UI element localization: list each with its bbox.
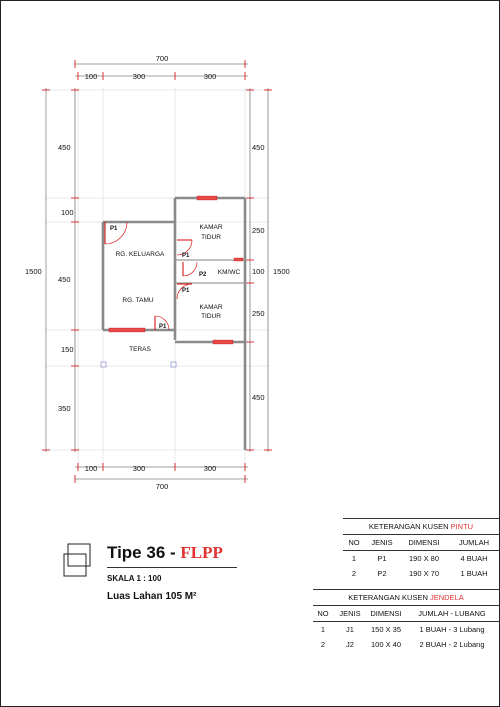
room-labels bbox=[116, 224, 241, 353]
room-tamu: RG. TAMU bbox=[122, 297, 154, 304]
room-kamar-1-line-1: KAMAR bbox=[199, 224, 223, 231]
bottom-dimension bbox=[75, 463, 248, 491]
dim-left-seg-3: 450 bbox=[58, 275, 71, 284]
dim-bottom-seg-3: 300 bbox=[203, 464, 217, 473]
door-tag-p1-kamar-1: P1 bbox=[182, 253, 190, 259]
door-tag-p1-tamu: P1 bbox=[159, 324, 167, 330]
jendela-table-header: NO JENIS DIMENSI JUMLAH - LUBANG bbox=[313, 606, 499, 622]
pintu-table-header: NO JENIS DIMENSI JUMLAH bbox=[343, 535, 499, 551]
dim-left-seg-1: 450 bbox=[58, 143, 71, 152]
window-j1-tamu bbox=[109, 328, 145, 332]
doors bbox=[105, 222, 207, 330]
dim-right-seg-2: 250 bbox=[252, 226, 265, 235]
dim-top-seg-2: 300 bbox=[132, 72, 146, 81]
window-j2-kamar-1 bbox=[197, 196, 217, 200]
jendela-table-caption: KETERANGAN KUSEN JENDELA bbox=[313, 590, 499, 606]
dim-right-seg-4: 250 bbox=[252, 309, 265, 318]
top-dimension bbox=[75, 54, 248, 81]
dim-right-total: 1500 bbox=[273, 267, 290, 276]
table-row: 1 P1 190 X 80 4 BUAH bbox=[351, 554, 488, 563]
door-tag-p1-keluarga: P1 bbox=[110, 226, 118, 232]
dim-left-total: 1500 bbox=[25, 267, 42, 276]
dim-right-seg-5: 450 bbox=[252, 393, 265, 402]
title-text: Tipe 36 - bbox=[107, 543, 181, 562]
pintu-table-caption: KETERANGAN KUSEN PINTU bbox=[343, 519, 499, 535]
title-scale: SKALA 1 : 100 bbox=[107, 574, 162, 583]
teras-columns bbox=[101, 362, 176, 367]
door-tag-p1-kamar-2: P1 bbox=[182, 288, 190, 294]
dim-right-seg-1: 450 bbox=[252, 143, 265, 152]
title-area: Luas Lahan 105 M² bbox=[107, 591, 197, 602]
dim-top-total: 700 bbox=[155, 54, 169, 63]
jendela-table bbox=[313, 589, 499, 652]
dim-bottom-seg-2: 300 bbox=[132, 464, 146, 473]
table-row: 2 J2 100 X 40 2 BUAH - 2 Lubang bbox=[320, 640, 485, 649]
pintu-table bbox=[343, 518, 499, 581]
table-row: 2 P2 190 X 70 1 BUAH bbox=[351, 569, 488, 578]
guide-lines bbox=[45, 88, 270, 470]
dim-top-seg-3: 300 bbox=[203, 72, 217, 81]
dim-top-seg-1: 100 bbox=[84, 72, 98, 81]
room-kamar-2-line-2: TIDUR bbox=[201, 313, 221, 320]
door-tag-p2-kmwc: P2 bbox=[199, 272, 207, 278]
walls bbox=[103, 198, 245, 450]
dim-right-seg-3: 100 bbox=[252, 267, 265, 276]
title-block bbox=[60, 540, 250, 610]
dim-left-seg-4: 150 bbox=[61, 345, 74, 354]
table-row: 1 J1 150 X 35 1 BUAH - 3 Lubang bbox=[320, 625, 485, 634]
right-dimension bbox=[246, 88, 290, 452]
room-kamar-1-line-2: TIDUR bbox=[201, 234, 221, 241]
dim-left-seg-2: 100 bbox=[61, 208, 74, 217]
room-kamar-2-line-1: KAMAR bbox=[199, 304, 223, 311]
dim-bottom-seg-1: 100 bbox=[84, 464, 98, 473]
window-kmwc bbox=[234, 258, 243, 261]
window-j2-kamar-2 bbox=[213, 340, 233, 344]
left-dimension bbox=[25, 88, 79, 452]
room-keluarga: RG. KELUARGA bbox=[115, 251, 165, 258]
title-accent: FLPP bbox=[180, 543, 223, 562]
title-main bbox=[107, 543, 223, 563]
dim-bottom-total: 700 bbox=[155, 482, 169, 491]
room-teras: TERAS bbox=[129, 346, 151, 353]
dim-left-seg-5: 350 bbox=[58, 404, 71, 413]
logo-icon bbox=[60, 540, 100, 580]
room-kmwc: KM/WC bbox=[217, 269, 241, 276]
title-divider bbox=[107, 567, 237, 568]
